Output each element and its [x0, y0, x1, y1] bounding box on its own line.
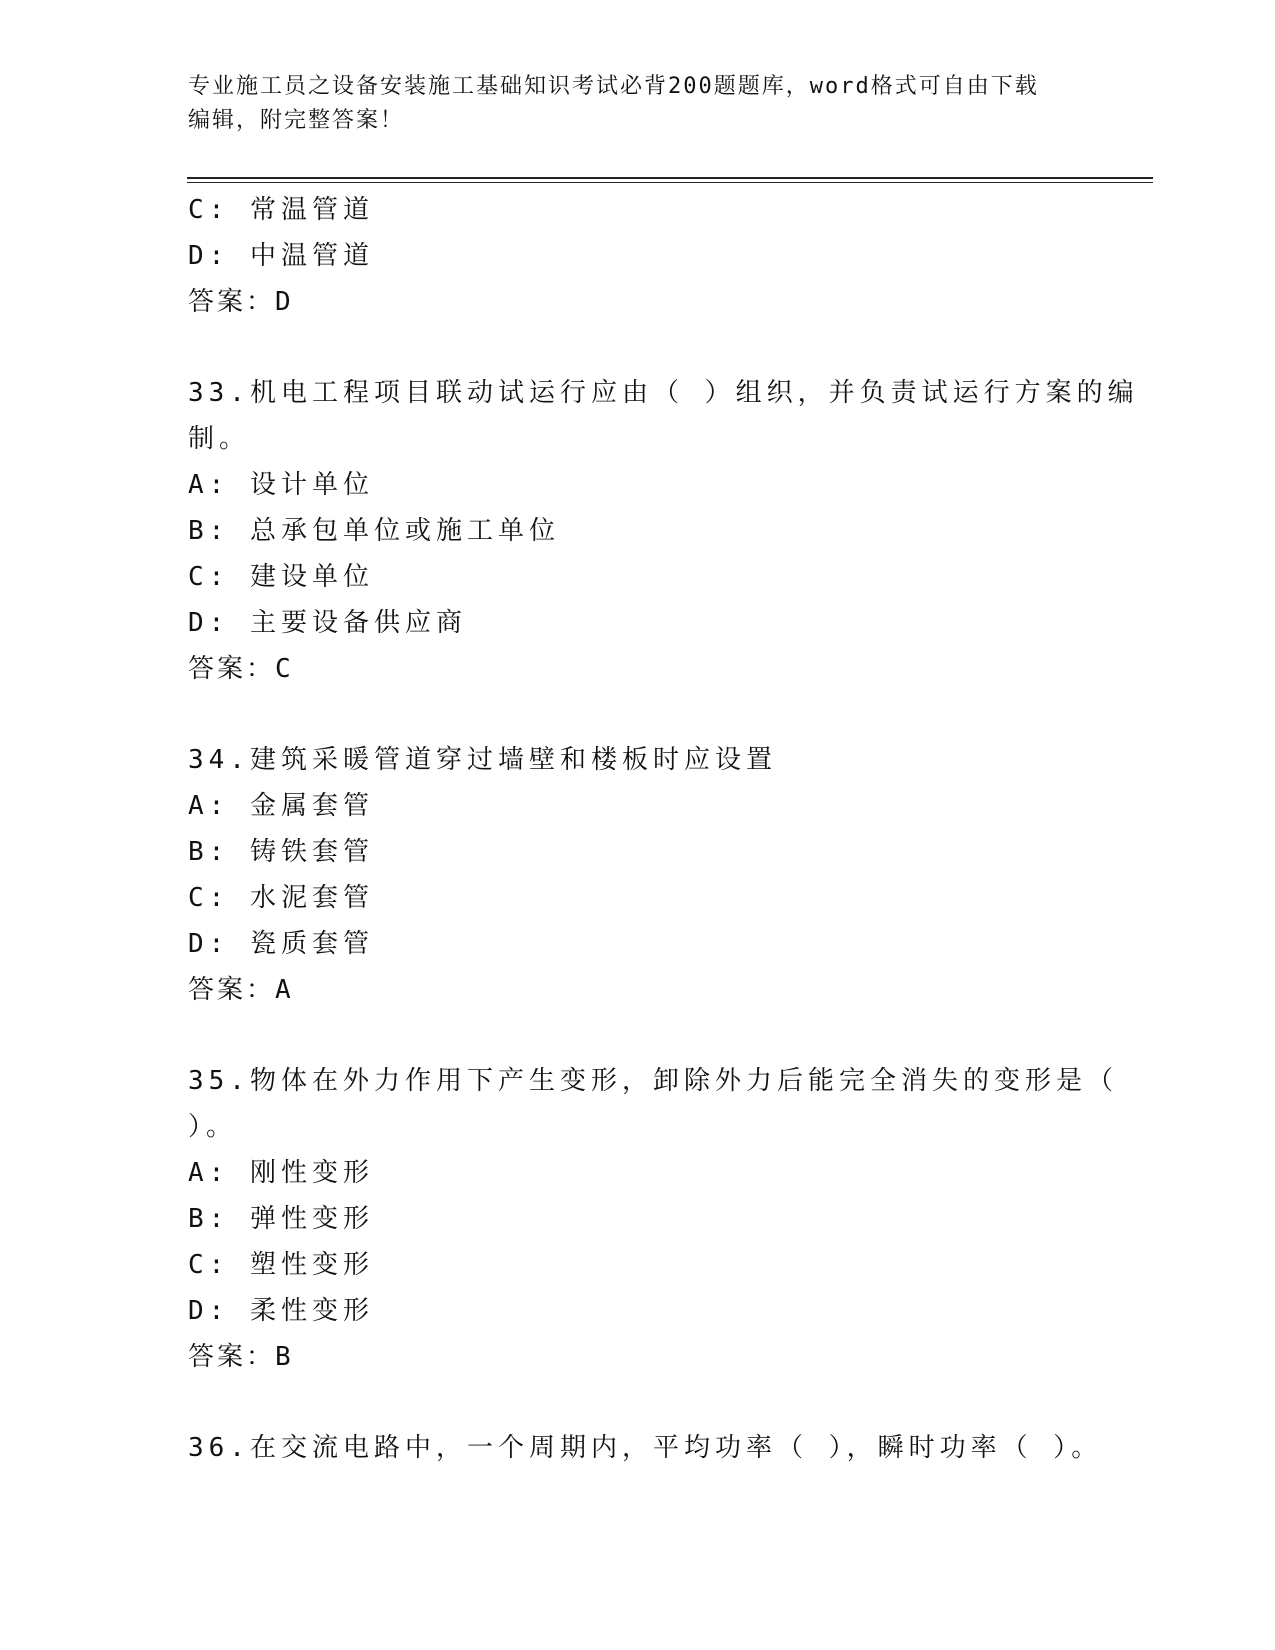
option-c: C: 常温管道 — [188, 195, 374, 225]
answer: 答案：B — [188, 1342, 294, 1372]
question-text: 36.在交流电路中，一个周期内，平均功率（ ），瞬时功率（ ）。 — [188, 1433, 1103, 1463]
option-b: B: 总承包单位或施工单位 — [188, 516, 560, 546]
header-rule-thin — [187, 182, 1153, 183]
question-text: 35.物体在外力作用下产生变形，卸除外力后能完全消失的变形是（ — [188, 1066, 1118, 1096]
option-d: D: 中温管道 — [188, 241, 374, 271]
answer: 答案：D — [188, 287, 294, 317]
question-32-tail — [188, 187, 1088, 325]
option-c: C: 水泥套管 — [188, 883, 374, 913]
question-35 — [188, 1058, 1118, 1380]
header-line-1: 专业施工员之设备安装施工基础知识考试必背200题题库，word格式可自由下载 — [188, 74, 1039, 99]
question-33 — [188, 370, 1139, 692]
question-text-cont: 制。 — [188, 424, 251, 454]
answer: 答案：C — [188, 654, 294, 684]
option-a: A: 金属套管 — [188, 791, 374, 821]
question-text-cont: ）。 — [188, 1112, 238, 1142]
header-rule-thick — [187, 177, 1153, 179]
option-b: B: 弹性变形 — [188, 1204, 374, 1234]
option-c: C: 塑性变形 — [188, 1250, 374, 1280]
question-36 — [188, 1425, 1103, 1471]
option-d: D: 主要设备供应商 — [188, 608, 467, 638]
document-header — [188, 70, 1088, 138]
option-d: D: 瓷质套管 — [188, 929, 374, 959]
question-text: 33.机电工程项目联动试运行应由（ ）组织，并负责试运行方案的编 — [188, 378, 1139, 408]
header-line-2: 编辑，附完整答案！ — [188, 108, 405, 133]
question-34 — [188, 737, 1088, 1013]
answer: 答案：A — [188, 975, 294, 1005]
question-list — [188, 187, 1139, 1471]
option-a: A: 刚性变形 — [188, 1158, 374, 1188]
option-c: C: 建设单位 — [188, 562, 374, 592]
option-d: D: 柔性变形 — [188, 1296, 374, 1326]
question-text: 34.建筑采暖管道穿过墙壁和楼板时应设置 — [188, 745, 777, 775]
option-b: B: 铸铁套管 — [188, 837, 374, 867]
option-a: A: 设计单位 — [188, 470, 374, 500]
